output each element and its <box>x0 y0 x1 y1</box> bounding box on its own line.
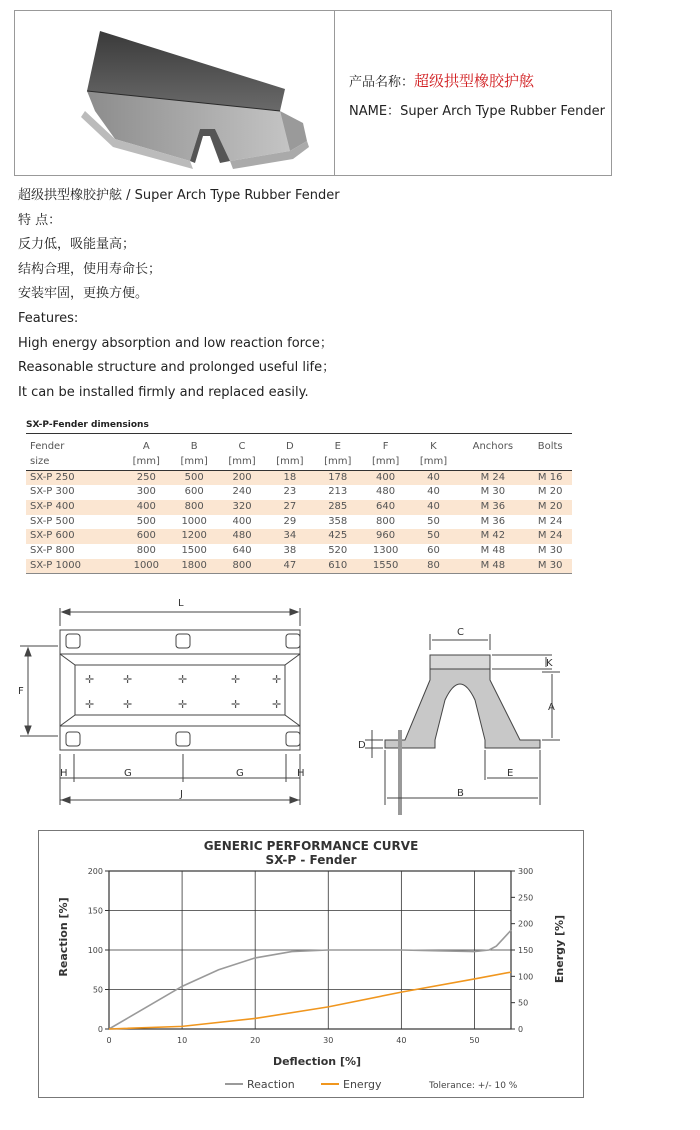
table-header-cell <box>528 434 572 470</box>
table-cell: 640 <box>362 500 410 515</box>
svg-text:✛: ✛ <box>178 673 188 686</box>
chart-legend <box>225 1078 518 1091</box>
y2-tick-label: 150 <box>518 946 534 955</box>
table-cell: SX-P 500 <box>30 515 75 527</box>
table-cell: SX-P 250 <box>26 470 122 485</box>
table-cell: 1000 <box>122 559 170 574</box>
legend-reaction-label: Reaction <box>247 1078 295 1091</box>
cn-label: 产品名称： <box>349 75 415 90</box>
feature-cn-item: 反力低，吸能量高； <box>18 237 136 253</box>
x-tick-label: 10 <box>176 1036 188 1045</box>
table-row <box>26 485 572 500</box>
x-axis-label: Deflection [%] <box>272 1055 362 1068</box>
header-unit: [mm] <box>228 456 256 467</box>
performance-chart <box>38 830 584 1098</box>
table-cell: 320 <box>218 500 266 515</box>
dim-label-K: K <box>546 658 553 669</box>
table-cell: 960 <box>362 529 410 544</box>
header-name: Fender <box>30 441 65 452</box>
table-cell: 358 <box>328 515 348 527</box>
en-name: Super Arch Type Rubber Fender <box>400 104 606 119</box>
table-header-cell <box>218 434 266 470</box>
header-unit: [mm] <box>371 456 400 467</box>
table-cell: 178 <box>314 470 362 485</box>
fender-photo-illustration <box>15 11 335 177</box>
header-name: A <box>142 441 150 452</box>
header-unit: [mm] <box>180 456 208 467</box>
table-cell: 27 <box>266 500 314 515</box>
table-cell: 1200 <box>170 529 218 544</box>
table-cell: 500 <box>170 470 218 485</box>
table-cell: 240 <box>232 486 252 498</box>
header-name: F <box>382 441 389 452</box>
svg-text:✛: ✛ <box>85 698 95 711</box>
table-header-row <box>26 434 572 470</box>
x-tick-label: 30 <box>323 1036 334 1045</box>
dimensions-table <box>26 434 572 574</box>
series-line-energy <box>109 972 511 1029</box>
product-name-cn <box>349 67 611 97</box>
table-cell: M 20 <box>528 500 572 515</box>
svg-text:✛: ✛ <box>231 698 241 711</box>
x-tick-label: 20 <box>250 1036 261 1045</box>
table-row <box>26 470 572 485</box>
table-cell: M 36 <box>480 515 506 527</box>
table-cell: 480 <box>376 486 396 498</box>
header-name: C <box>238 441 246 452</box>
table-cell: 300 <box>136 486 156 498</box>
dim-label-L: L <box>178 598 184 609</box>
table-cell: 610 <box>314 559 362 574</box>
table-cell: M 24 <box>537 515 563 527</box>
y2-tick-label: 0 <box>518 1025 524 1034</box>
table-cell: M 36 <box>457 500 528 515</box>
table-cell: 1550 <box>362 559 410 574</box>
y-axis-label: Reaction [%] <box>57 897 70 977</box>
table-cell: M 42 <box>457 529 528 544</box>
table-cell: 285 <box>314 500 362 515</box>
table-cell: SX-P 800 <box>30 545 75 557</box>
dim-label-H: H <box>60 768 68 779</box>
y-tick-label: 200 <box>87 867 103 876</box>
table-row <box>26 544 572 559</box>
table-cell: 50 <box>410 529 458 544</box>
table-cell: 800 <box>376 515 396 527</box>
dim-label-B: B <box>457 788 464 799</box>
features-cn-heading: 特 点： <box>18 212 62 228</box>
table-cell: 480 <box>218 529 266 544</box>
svg-text:✛: ✛ <box>123 673 133 686</box>
table-header-cell <box>362 434 410 470</box>
table-row <box>26 500 572 515</box>
table-cell: M 24 <box>457 470 528 485</box>
header-unit: [mm] <box>276 456 304 467</box>
table-cell: 800 <box>170 500 218 515</box>
dim-label-J: J <box>180 789 183 800</box>
table-cell: 60 <box>427 545 440 557</box>
y2-tick-label: 200 <box>518 919 534 929</box>
table-cell: 250 <box>122 470 170 485</box>
chart-series <box>109 930 511 1029</box>
y2-axis-label: Energy [%] <box>553 914 566 984</box>
en-label: NAME： <box>349 104 401 119</box>
table-cell: 40 <box>427 486 440 498</box>
y2-tick-label: 100 <box>518 972 534 982</box>
table-cell: 29 <box>283 515 297 527</box>
svg-text:✛: ✛ <box>85 673 95 686</box>
table-body <box>26 470 572 574</box>
dim-label-G: G <box>236 768 244 779</box>
table-cell: SX-P 1000 <box>26 559 122 574</box>
y-tick-label: 100 <box>87 946 103 955</box>
table-cell: 400 <box>362 470 410 485</box>
header-name: Bolts <box>537 441 563 452</box>
table-cell: 800 <box>136 545 156 557</box>
table-cell: 34 <box>266 529 314 544</box>
feature-en-item: High energy absorption and low reaction force； <box>18 335 333 351</box>
front-view-labels <box>18 598 305 800</box>
feature-en-item: It can be installed firmly and replaced easily. <box>18 384 309 400</box>
table-cell: 600 <box>184 486 204 498</box>
table-cell: 80 <box>410 559 458 574</box>
table-title: SX-P-Fender dimensions <box>26 420 572 434</box>
table-cell: M 48 <box>457 559 528 574</box>
table-cell: 23 <box>283 486 297 498</box>
description-title: 超级拱型橡胶护舷 / Super Arch Type Rubber Fender <box>18 188 340 203</box>
feature-en-item: Reasonable structure and prolonged useful life； <box>18 360 336 376</box>
table-cell: 500 <box>136 515 156 527</box>
feature-cn-item: 结构合理，使用寿命长； <box>18 261 162 277</box>
table-cell: 1500 <box>181 545 207 557</box>
table-cell: 38 <box>283 545 297 557</box>
table-cell: 40 <box>410 500 458 515</box>
table-header-cell <box>266 434 314 470</box>
series-line-reaction <box>109 930 511 1029</box>
chart-plot <box>39 831 585 1099</box>
header-unit: size <box>30 456 50 467</box>
y2-tick-label: 300 <box>518 867 534 876</box>
table-cell: 213 <box>328 486 348 498</box>
header-name: B <box>190 441 198 452</box>
table-cell: 47 <box>266 559 314 574</box>
dimensions-table-section <box>26 420 572 574</box>
table-cell: 40 <box>410 470 458 485</box>
table-cell: M 16 <box>528 470 572 485</box>
table-row <box>26 529 572 544</box>
table-header-cell <box>26 434 122 470</box>
table-header-cell <box>314 434 362 470</box>
table-cell: 800 <box>218 559 266 574</box>
table-cell: SX-P 600 <box>26 529 122 544</box>
features-en-heading: Features: <box>18 310 79 326</box>
header-name: D <box>286 441 294 452</box>
product-header <box>14 10 612 176</box>
legend-energy-label: Energy <box>343 1078 382 1091</box>
side-view-labels <box>358 627 555 799</box>
table-cell: 520 <box>328 545 348 557</box>
x-tick-label: 0 <box>106 1036 112 1045</box>
table-cell: M 30 <box>528 559 572 574</box>
chart-subtitle: SX-P - Fender <box>265 853 357 867</box>
header-name: K <box>430 441 437 452</box>
table-cell: M 20 <box>537 486 563 498</box>
y-tick-label: 150 <box>87 906 103 916</box>
x-tick-label: 50 <box>469 1036 480 1045</box>
dim-label-G: G <box>124 768 132 779</box>
table-cell: 400 <box>122 500 170 515</box>
table-cell: 640 <box>232 545 252 557</box>
front-view-crosses <box>85 673 281 711</box>
product-description <box>18 184 340 405</box>
table-header-cell <box>410 434 458 470</box>
table-row <box>26 515 572 530</box>
dim-label-D: D <box>358 740 366 751</box>
product-photo <box>15 11 335 175</box>
table-cell: 18 <box>266 470 314 485</box>
table-cell: 425 <box>314 529 362 544</box>
table-cell: SX-P 400 <box>26 500 122 515</box>
table-cell: 1000 <box>181 515 207 527</box>
table-header-cell <box>170 434 218 470</box>
header-unit: [mm] <box>324 456 352 467</box>
product-name-en <box>349 97 611 126</box>
svg-text:✛: ✛ <box>231 673 241 686</box>
dim-label-H: H <box>297 768 305 779</box>
table-cell: M 30 <box>537 545 563 557</box>
product-name-cell <box>335 11 611 175</box>
table-cell: M 30 <box>480 486 506 498</box>
y2-tick-label: 250 <box>518 893 534 903</box>
dim-label-A: A <box>548 702 555 713</box>
technical-drawings <box>0 590 700 830</box>
y2-tick-label: 50 <box>518 998 529 1008</box>
svg-text:✛: ✛ <box>178 698 188 711</box>
header-name: E <box>334 441 341 452</box>
header-unit: [mm] <box>419 456 448 467</box>
table-cell: 600 <box>122 529 170 544</box>
header-unit: [mm] <box>132 456 160 467</box>
table-cell: M 24 <box>528 529 572 544</box>
tolerance-note: Tolerance: +/- 10 % <box>429 1081 518 1091</box>
table-cell: M 48 <box>480 545 506 557</box>
y-tick-label: 0 <box>97 1025 103 1034</box>
svg-text:✛: ✛ <box>272 673 282 686</box>
dim-label-C: C <box>457 627 464 638</box>
svg-text:✛: ✛ <box>123 698 133 711</box>
table-row <box>26 559 572 574</box>
table-cell: 1300 <box>372 545 399 557</box>
chart-ticks <box>88 867 534 1045</box>
table-cell: 1800 <box>170 559 218 574</box>
table-header-cell <box>457 434 528 470</box>
table-header-cell <box>122 434 170 470</box>
x-tick-label: 40 <box>396 1036 407 1045</box>
feature-cn-item: 安装牢固，更换方便。 <box>18 286 149 302</box>
table-cell: SX-P 300 <box>30 486 75 498</box>
chart-title: GENERIC PERFORMANCE CURVE <box>203 839 419 853</box>
dim-label-F: F <box>18 686 24 697</box>
cn-name: 超级拱型橡胶护舷 <box>414 72 535 90</box>
header-name: Anchors <box>472 441 514 452</box>
svg-text:✛: ✛ <box>272 698 282 711</box>
dim-label-E: E <box>507 768 514 779</box>
table-cell: 50 <box>427 515 440 527</box>
table-cell: 400 <box>232 515 252 527</box>
y-tick-label: 50 <box>92 985 103 995</box>
table-cell: 200 <box>218 470 266 485</box>
